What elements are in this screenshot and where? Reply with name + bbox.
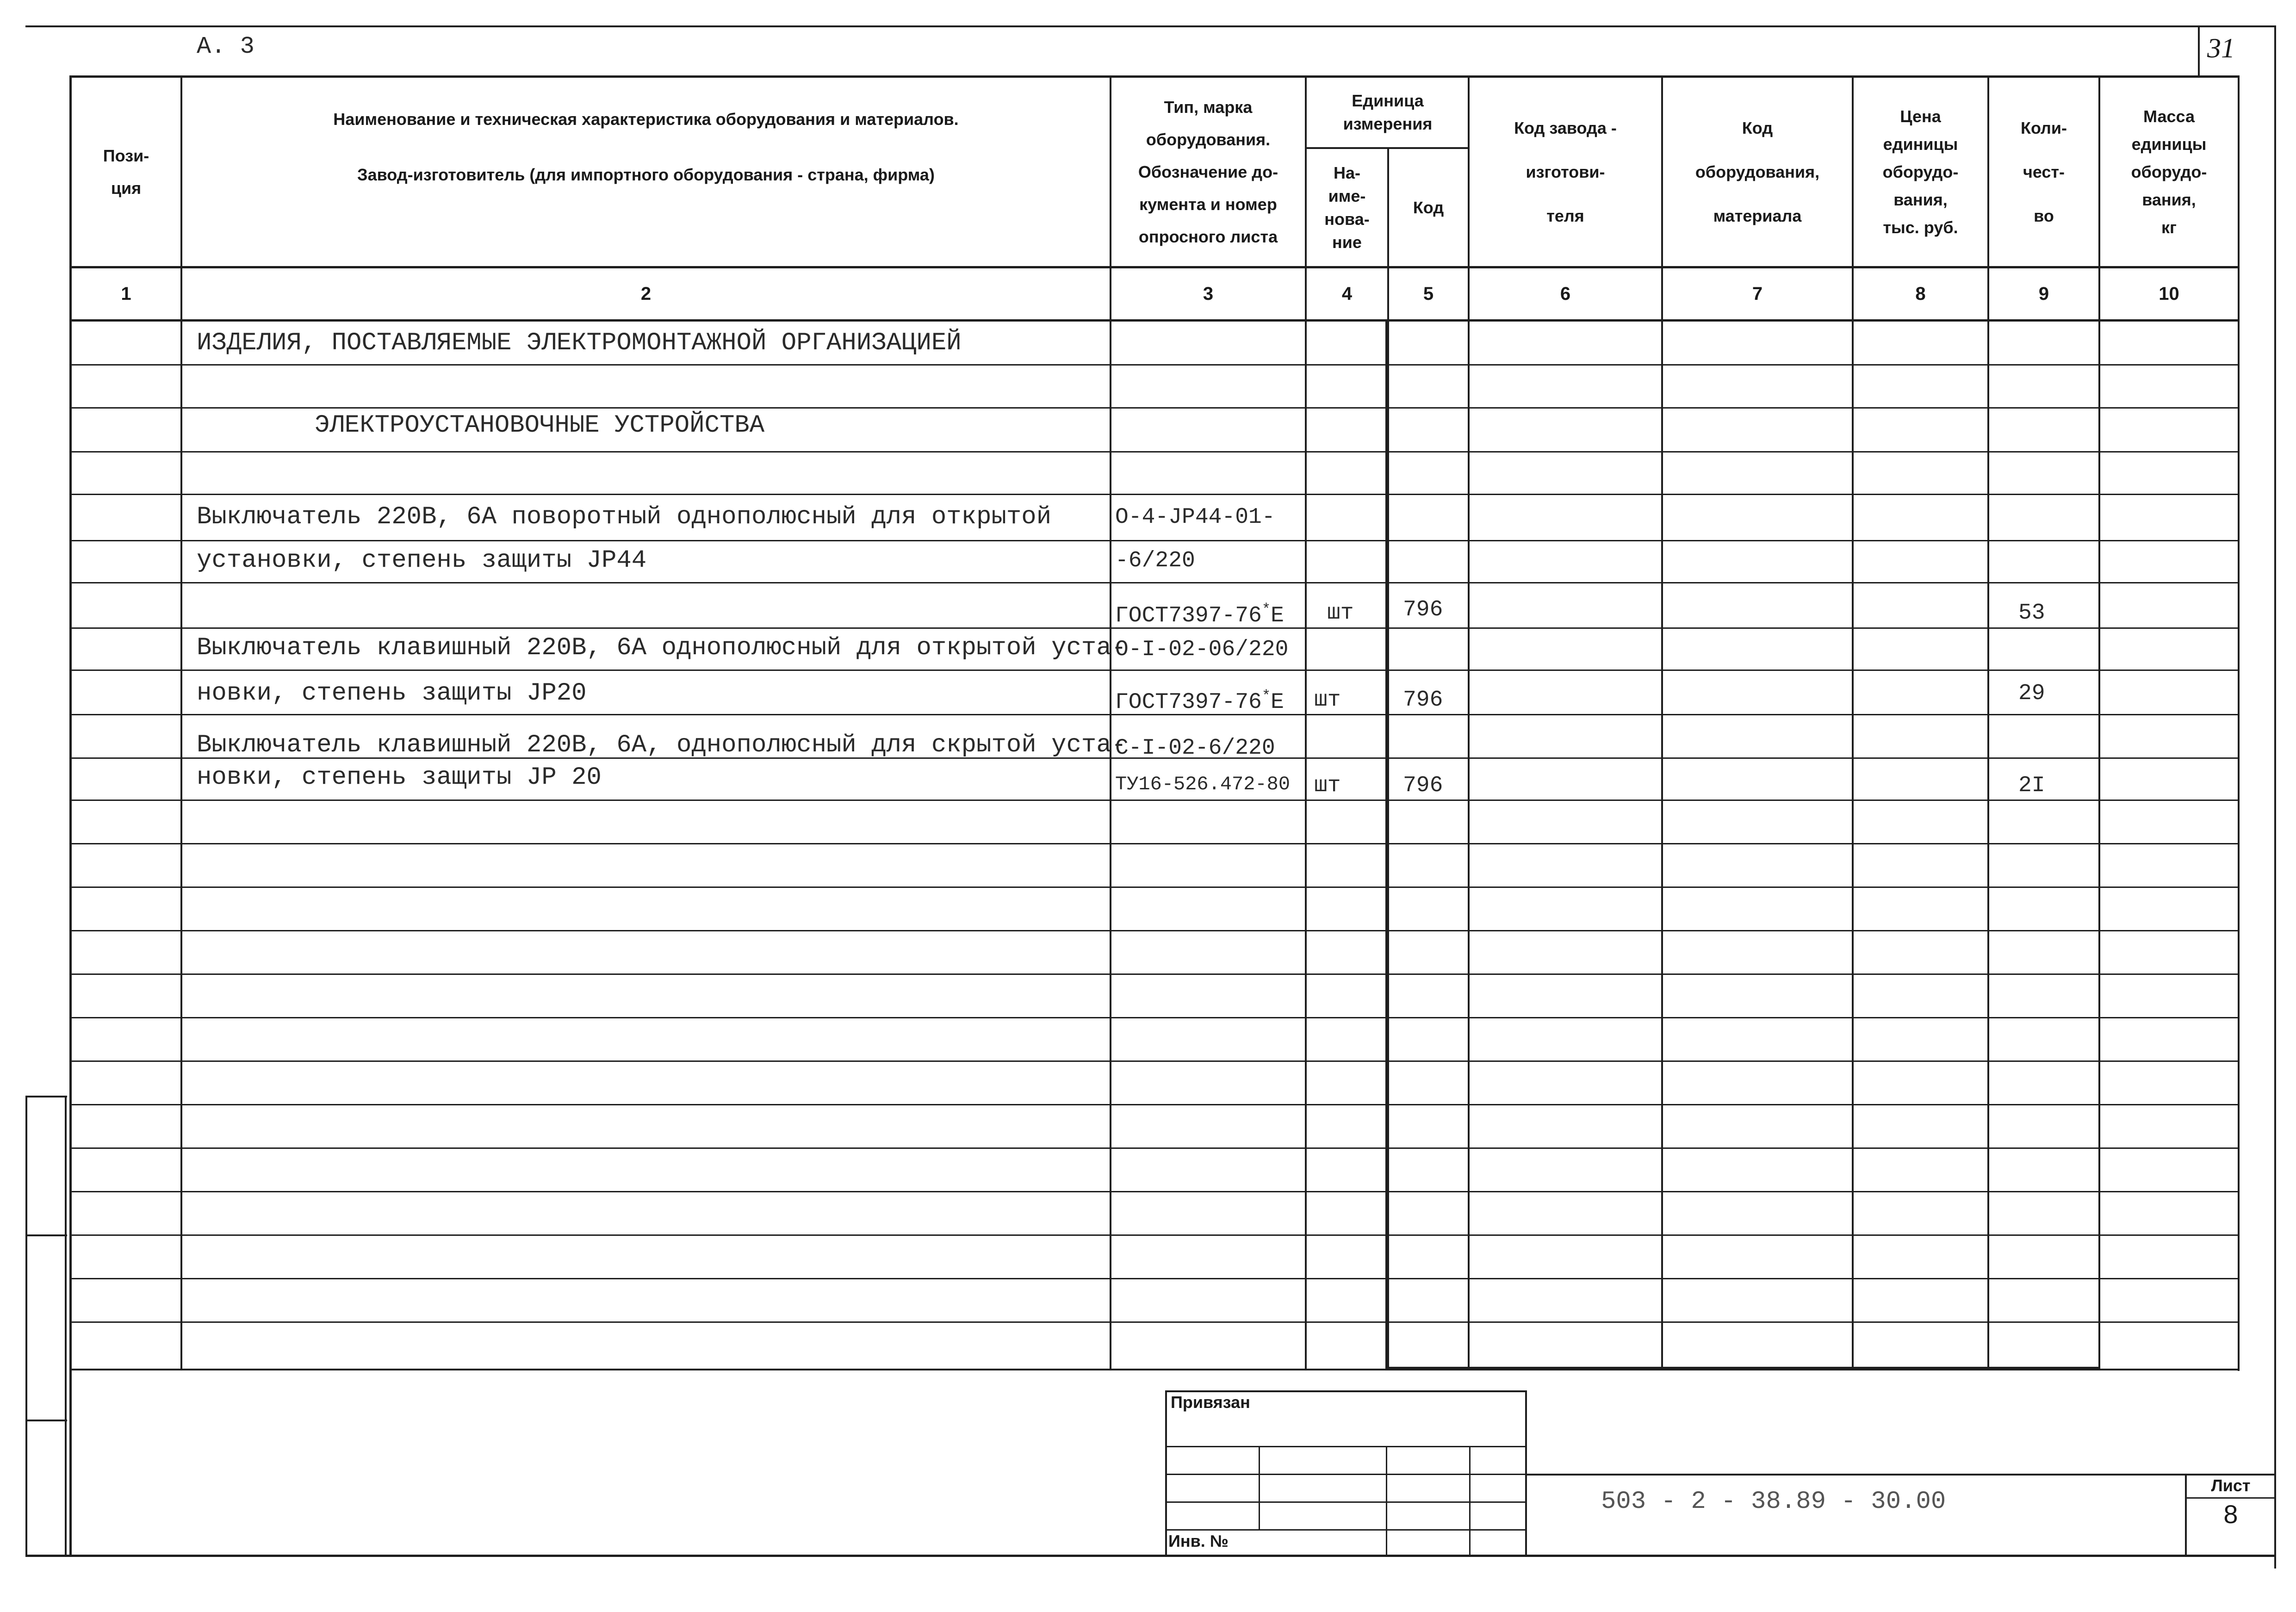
col-number-9: 9 [2038,284,2049,304]
row-quantity: 2I [2018,773,2045,798]
row-type: О-I-02-06/220 [1115,637,1289,662]
header-plant-code: Код завода - изготови- теля [1514,118,1617,225]
header-name: Наименование и техническая характеристика оборудования и материалов. Завод-изготовитель (для импортного оборудования - страна, фирма) [333,110,959,184]
col-number-6: 6 [1560,284,1571,304]
col-number-10: 10 [2159,284,2179,304]
row-code: 796 [1403,773,1443,798]
row-name: Выключатель клавишный 220В, 6А, однополюсный для скрытой уста- [197,731,1127,759]
row-unit: шт [1314,773,1341,798]
row-type: -6/220 [1115,548,1195,573]
row-name: установки, степень защиты ЈР44 [197,546,647,575]
row-type: С-I-02-6/220 [1115,736,1275,761]
header-unit-name: На- име- нова- ние [1324,163,1370,252]
row-name: ИЗДЕЛИЯ, ПОСТАВЛЯЕМЫЕ ЭЛЕКТРОМОНТАЖНОЙ ОРГАНИЗАЦИЕЙ [197,329,962,357]
stamp-inv-label: Инв. № [1168,1531,1229,1550]
sheet-number: 8 [2223,1500,2238,1529]
page-number: 31 [2207,33,2235,63]
row-quantity: 53 [2018,601,2045,626]
row-unit: шт [1327,601,1354,626]
row-code: 796 [1403,688,1443,713]
row-type: О-4-ЈР44-01- [1115,505,1275,530]
header-unit-group: Единица измерения [1343,91,1433,133]
row-name: новки, степень защиты ЈР 20 [197,763,602,792]
col-number-1: 1 [121,284,131,304]
row-name: Выключатель клавишный 220В, 6А однополюсный для открытой уста- [197,634,1127,662]
row-unit: шт [1314,688,1341,713]
col-number-3: 3 [1203,284,1214,304]
header-mass: Масса единицы оборудо- вания, кг [2131,106,2207,237]
row-name: новки, степень защиты ЈР20 [197,679,587,707]
header-equipment-code: Код оборудования, материала [1695,118,1820,225]
col-number-2: 2 [640,284,652,304]
row-type: ГОСТ7397-76*Е [1115,688,1284,715]
header-unit-code: Код [1413,198,1444,217]
header-price: Цена единицы оборудо- вания, тыс. руб. [1882,106,1959,237]
header-quantity: Коли- чест- во [2020,118,2067,225]
sheet-label: Лист [2211,1476,2251,1495]
row-type: ТУ16-526.472-80 [1115,773,1291,795]
header-position: Пози- ция [103,146,149,198]
header-type: Тип, марка оборудования. Обозначение до- кумента и номер опросного листа [1138,97,1278,246]
row-type: ГОСТ7397-76*Е [1115,601,1284,628]
stamp-bound-label: Привязан [1171,1393,1250,1412]
row-name: Выключатель 220В, 6А поворотный однополюсный для открытой [197,503,1052,531]
document-code: 503 - 2 - 38.89 - 30.00 [1601,1488,1946,1516]
col-number-5: 5 [1423,284,1434,304]
col-number-8: 8 [1915,284,1926,304]
top-label: А. 3 [197,33,254,60]
col-number-4: 4 [1341,284,1353,304]
col-number-7: 7 [1752,284,1763,304]
row-name: ЭЛЕКТРОУСТАНОВОЧНЫЕ УСТРОЙСТВА [315,411,765,440]
row-code: 796 [1403,597,1443,622]
row-quantity: 29 [2018,681,2045,706]
